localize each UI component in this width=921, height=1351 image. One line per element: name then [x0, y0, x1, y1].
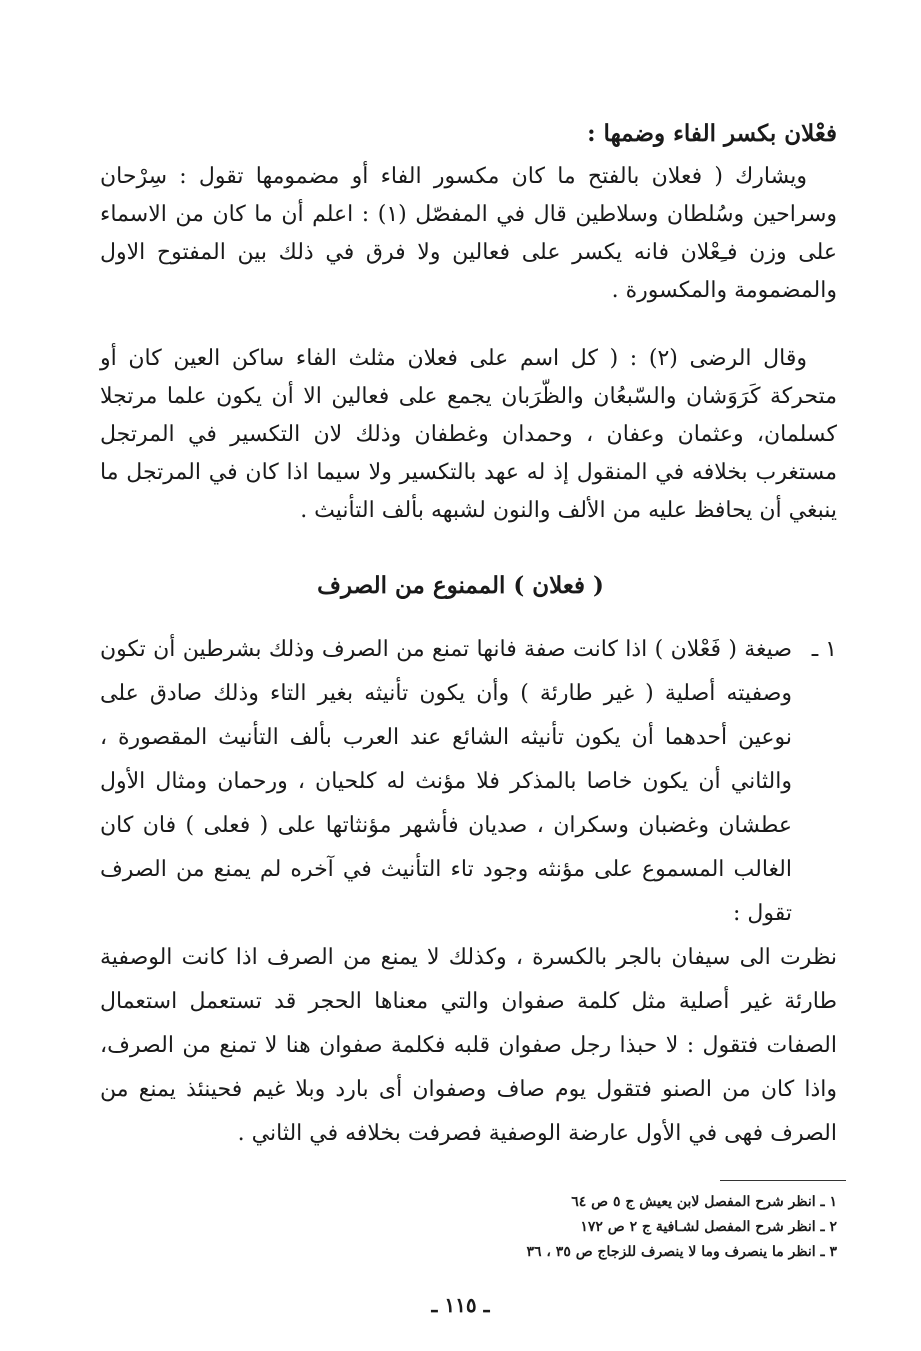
footnote-divider — [720, 1180, 846, 1181]
item-number: ١ ـ — [811, 637, 837, 662]
item-continuation: نظرت الى سيفان بالجر بالكسرة ، وكذلك لا يمنع من الصرف اذا كانت الوصفية طارئة غير أصلية مثل كلمة صفوان والتي معناها الحجر قد تستعمل استعمال الصفات فتقول : لا حبذا رجل صفوان قلبه فكلمة صفوان هنا لا تمنع من الصرف، واذا كان من الصنو فتقول يوم صاف وصفوان أى بارد وبلا غيم فحينئذ يمنع من الصرف فهى في الأول عارضة الوصفية فصرفت بخلافه في الثاني . — [100, 945, 837, 1146]
footnotes — [337, 1190, 837, 1265]
section-heading: فعْلان بكسر الفاء وضمها : — [587, 120, 837, 147]
page-number: ـ ١١٥ ـ — [431, 1293, 490, 1317]
footnote: ١ ـ انظر شرح المفصل لابن يعيش ج ٥ ص ٦٤ — [571, 1194, 837, 1210]
subsection-heading: ( فعلان ) الممنوع من الصرف — [317, 572, 604, 599]
paragraph-2: وقال الرضى (٢) : ( كل اسم على فعلان مثلث الفاء ساكن العين كان أو متحركة كَرَوَشان والسّبعُان والظّرَبان يجمع على فعالين الا أن يكون علما مرتجلا كسلمان، وعثمان وعفان ، وحمدان وغطفان وذلك لان التكسير في المرتجل مستغرب بخلافه في المنقول إذ له عهد بالتكسير ولا سيما اذا كان في المرتجل ما ينبغي أن يحافظ عليه من الألف والنون لشبهه بألف التأنيث . — [100, 346, 837, 523]
footnote: ٣ ـ انظر ما ينصرف وما لا ينصرف للزجاج ص ٣٥ ، ٣٦ — [526, 1244, 837, 1260]
footnote: ٢ ـ انظر شرح المفصل لشـافية ج ٢ ص ١٧٢ — [580, 1219, 837, 1235]
paragraph-1: ويشارك ( فعلان بالفتح ما كان مكسور الفاء أو مضمومها تقول : سِرْحان وسراحين وسُلطان وسلاطين قال في المفصّل (١) : اعلم أن ما كان من الاسماء على وزن فـِعْلان فانه يكسر على فعالين ولا فرق في ذلك بين المفتوح الاول والمضمومة والمكسورة . — [100, 164, 838, 303]
numbered-item-1 — [100, 628, 837, 1156]
item-body: صيغة ( فَعْلان ) اذا كانت صفة فانها تمنع من الصرف وذلك بشرطين أن تكون وصفيته أصلية ( غير طارئة ) وأن يكون تأنيثه بغير التاء وذلك صادق على نوعين أحدهما أن يكون تأنيثه الشائع عند العرب بألف التأنيث المقصورة ، والثاني أن يكون خاصا بالمذكر فلا مؤنث له كلحيان ، ورحمان ومثال الأول عطشان وغضبان وسكران ، صديان فأشهر مؤنثاتها على ( فعلى ) فان كان الغالب المسموع على مؤنثه وجود تاء التأنيث في آخره لم يمنع من الصرف تقول : — [100, 637, 793, 926]
